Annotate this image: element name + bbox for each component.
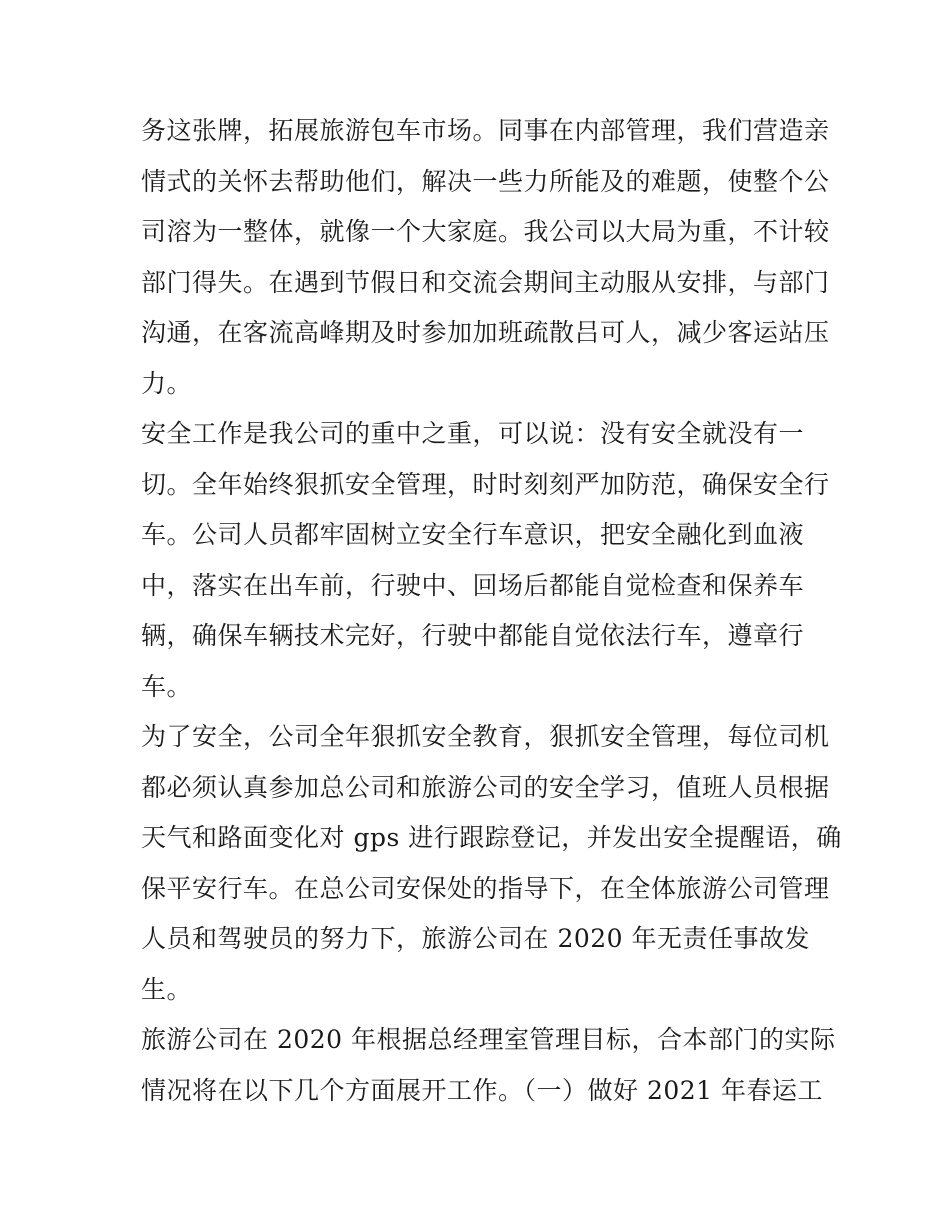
text-line: 安全工作是我公司的重中之重，可以说：没有安全就没有一 xyxy=(141,419,805,448)
text-line: 天气和路面变化对 gps 进行跟踪登记，并发出安全提醒语，确 xyxy=(141,823,842,852)
text-line: 车。公司人员都牢固树立安全行车意识，把安全融化到血液 xyxy=(141,520,805,549)
text-line: 情况将在以下几个方面展开工作。（一）做好 2021 年春运工 xyxy=(141,1075,824,1105)
text-line: 人员和驾驶员的努力下，旅游公司在 2020 年无责任事故发 xyxy=(141,924,811,953)
text-line: 务这张牌，拓展旅游包车市场。同事在内部管理，我们营造亲 xyxy=(141,116,830,145)
text-line: 情式的关怀去帮助他们，解决一些力所能及的难题，使整个公 xyxy=(141,166,830,196)
document-body-text xyxy=(141,106,842,1116)
text-line: 都必须认真参加总公司和旅游公司的安全学习，值班人员根据 xyxy=(141,772,830,802)
text-line: 中，落实在出车前，行驶中、回场后都能自觉检查和保养车 xyxy=(141,570,805,600)
text-line: 辆，确保车辆技术完好，行驶中都能自觉依法行车，遵章行 xyxy=(141,621,805,650)
text-line: 力。 xyxy=(141,368,193,398)
text-line: 车。 xyxy=(141,671,193,701)
text-line: 司溶为一整体，就像一个大家庭。我公司以大局为重，不计较 xyxy=(141,217,830,246)
text-line: 旅游公司在 2020 年根据总经理室管理目标，合本部门的实际 xyxy=(141,1025,836,1054)
text-line: 沟通，在客流高峰期及时参加加班疏散吕可人，减少客运站压 xyxy=(141,318,830,347)
text-line: 切。全年始终狠抓安全管理，时时刻刻严加防范，确保安全行 xyxy=(141,469,830,499)
text-line: 部门得失。在遇到节假日和交流会期间主动服从安排，与部门 xyxy=(141,267,830,297)
text-line: 保平安行车。在总公司安保处的指导下，在全体旅游公司管理 xyxy=(141,873,830,903)
text-line: 为了安全，公司全年狠抓安全教育，狠抓安全管理，每位司机 xyxy=(141,722,830,751)
text-line: 生。 xyxy=(141,974,193,1004)
